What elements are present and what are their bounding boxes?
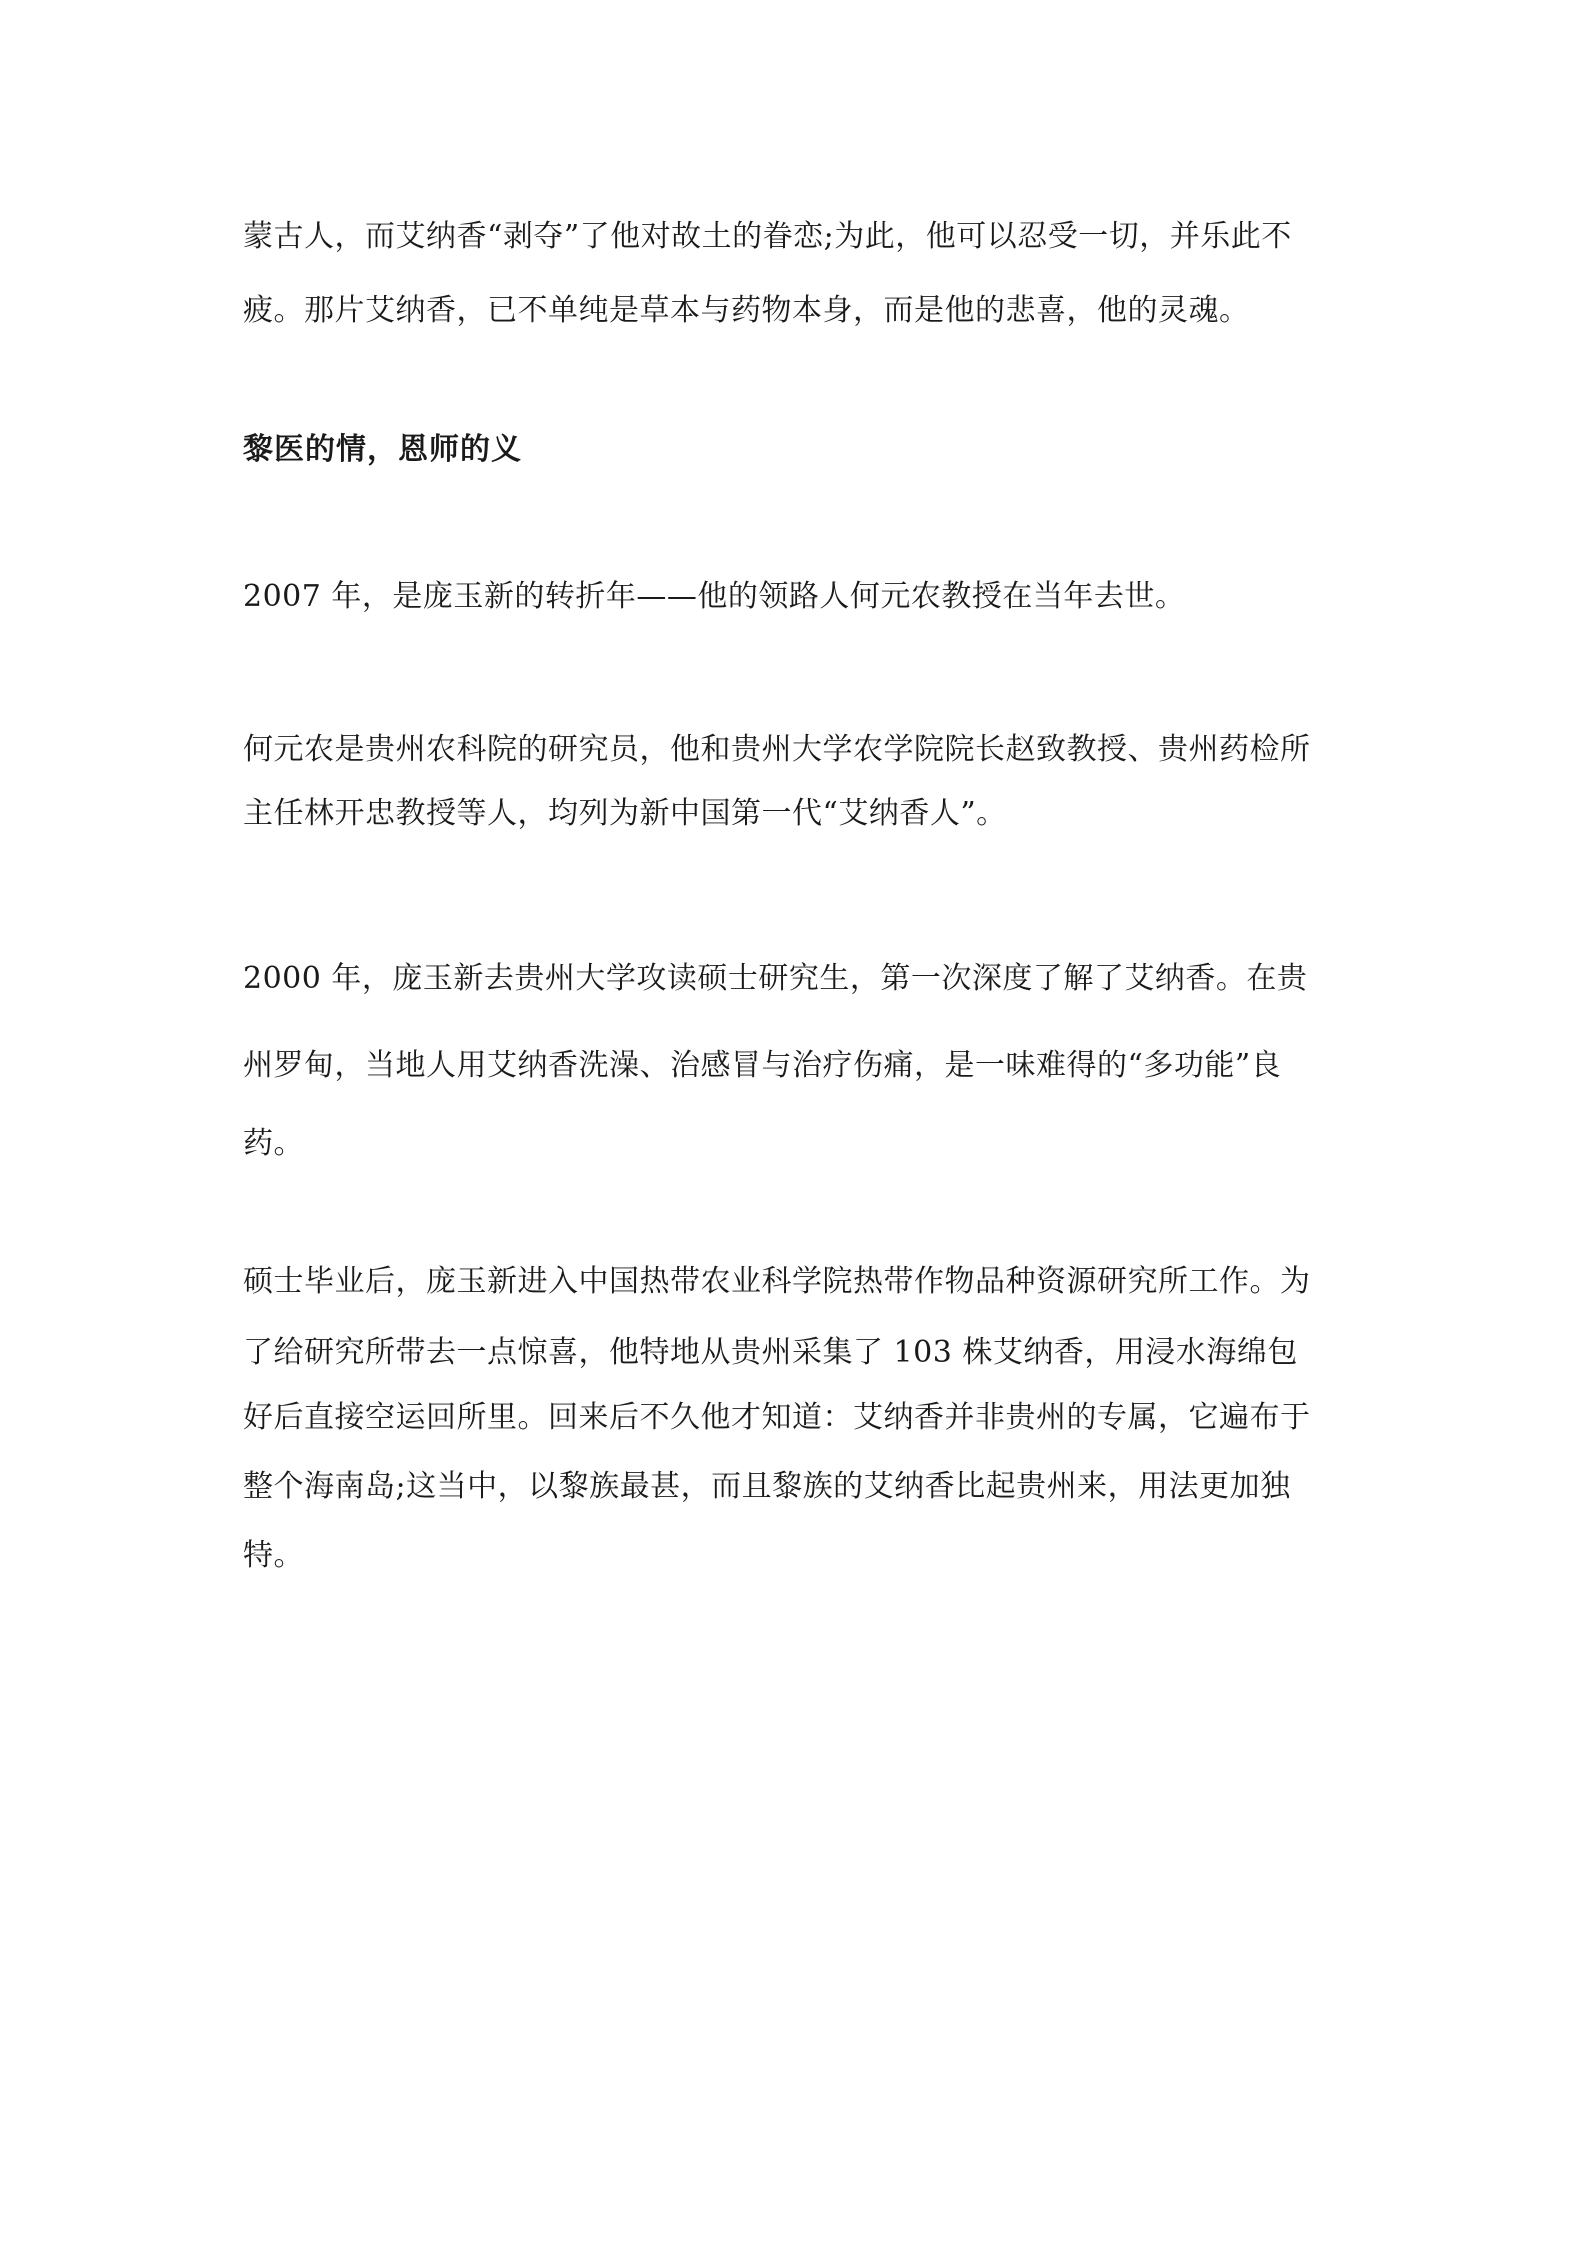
paragraph-line: 药。 [243, 1126, 304, 1161]
paragraph-line: 主任林开忠教授等人，均列为新中国第一代“艾纳香人”。 [243, 796, 1007, 831]
paragraph-line: 硕士毕业后，庞玉新进入中国热带农业科学院热带作物品种资源研究所工作。为 [243, 1264, 1311, 1299]
paragraph-line: 2007 年，是庞玉新的转折年——他的领路人何元农教授在当年去世。 [243, 579, 1186, 614]
paragraph-line: 蒙古人，而艾纳香“剥夺”了他对故土的眷恋;为此，他可以忍受一切，并乐此不 [243, 219, 1292, 254]
section-heading: 黎医的情，恩师的义 [243, 432, 522, 467]
paragraph-line: 州罗甸，当地人用艾纳香洗澡、治感冒与治疗伤痛，是一味难得的“多功能”良 [243, 1048, 1282, 1083]
paragraph-line: 疲。那片艾纳香，已不单纯是草本与药物本身，而是他的悲喜，他的灵魂。 [243, 293, 1250, 328]
paragraph-line: 好后直接空运回所里。回来后不久他才知道：艾纳香并非贵州的专属，它遍布于 [243, 1400, 1311, 1435]
paragraph-line: 整个海南岛;这当中，以黎族最甚，而且黎族的艾纳香比起贵州来，用法更加独 [243, 1469, 1291, 1504]
paragraph-line: 何元农是贵州农科院的研究员，他和贵州大学农学院院长赵致教授、贵州药检所 [243, 732, 1311, 767]
paragraph-line: 特。 [243, 1538, 304, 1573]
paragraph-line: 2000 年，庞玉新去贵州大学攻读硕士研究生，第一次深度了解了艾纳香。在贵 [243, 961, 1308, 996]
paragraph-line: 了给研究所带去一点惊喜，他特地从贵州采集了 103 株艾纳香，用浸水海绵包 [243, 1335, 1298, 1370]
